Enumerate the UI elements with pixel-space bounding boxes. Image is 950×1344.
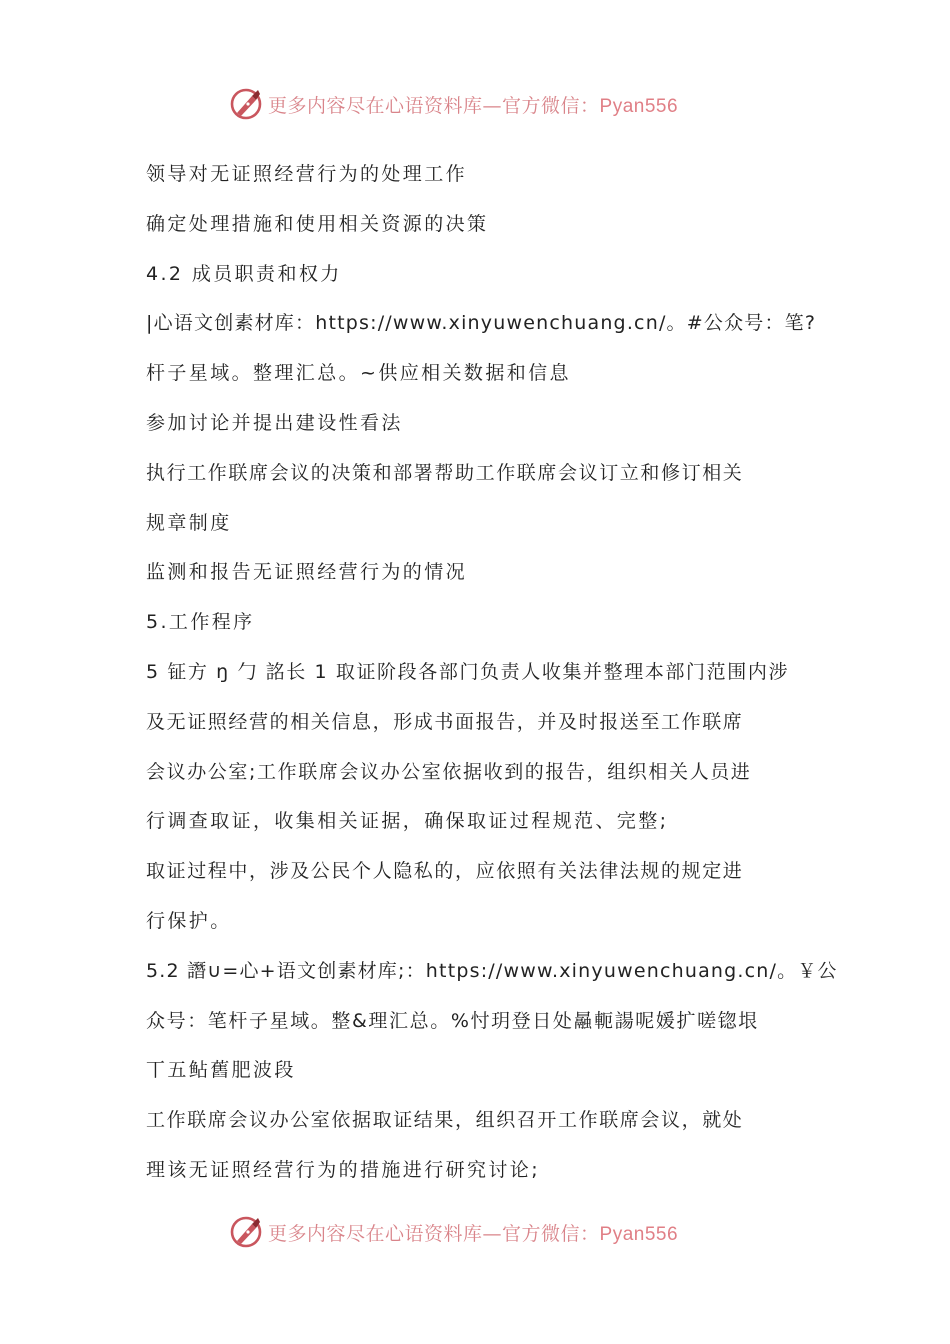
body-line: 领导对无证照经营行为的处理工作	[146, 163, 468, 185]
document-body	[146, 150, 838, 1196]
body-line: 取证过程中，涉及公民个人隐私的，应依照有关法律法规的规定进	[146, 860, 744, 883]
footer-banner	[228, 1212, 678, 1252]
body-line: 众号：笔杆子星域。整&理汇总。%忖玥登日处曧軛諹呢媛扩嗟锪垠	[146, 1009, 759, 1032]
pen-nib-circle-icon	[228, 86, 264, 122]
body-line: 规章制度	[146, 511, 232, 534]
footer-wechat-id: Pyan556	[599, 1223, 679, 1245]
body-line: 行调查取证，收集相关证据，确保取证过程规范、完整;	[146, 810, 669, 833]
body-line: 及无证照经营的相关信息，形成书面报告，并及时报送至工作联席	[146, 710, 744, 733]
section-heading: 5.工作程序	[146, 611, 255, 634]
pen-nib-circle-icon	[228, 1214, 264, 1250]
section-heading: 4.2 成员职责和权力	[146, 262, 342, 285]
body-line: 杆子星域。整理汇总。~供应相关数据和信息	[146, 362, 571, 385]
body-line: 会议办公室;工作联席会议办公室依据收到的报告，组织相关人员进	[146, 760, 752, 783]
body-line: 执行工作联席会议的决策和部署帮助工作联席会议订立和修订相关	[146, 461, 744, 484]
body-line: 参加讨论并提出建设性看法	[146, 411, 403, 434]
footer-banner-label: 更多内容尽在心语资料库—官方微信：	[268, 1222, 600, 1245]
header-banner	[228, 84, 678, 124]
body-line: |心语文创素材库：https://www.xinyuwenchuang.cn/。#公众号：笔?	[146, 312, 817, 335]
body-line: 确定处理措施和使用相关资源的决策	[146, 212, 489, 235]
header-wechat-id: Pyan556	[599, 95, 679, 117]
body-line: 监测和报告无证照经营行为的情况	[146, 561, 468, 584]
footer-banner-text	[268, 1219, 678, 1246]
body-line: 丅五鲇舊肥波段	[146, 1059, 296, 1082]
body-line: 5.2 譖∪=心+语文创素材库;：https://www.xinyuwenchuang.cn/。￥公	[146, 959, 838, 982]
header-banner-label: 更多内容尽在心语资料库—官方微信：	[268, 94, 600, 117]
body-line: 工作联席会议办公室依据取证结果，组织召开工作联席会议，就处	[146, 1109, 744, 1132]
header-banner-text	[268, 91, 678, 118]
body-line: 行保护。	[146, 909, 232, 932]
body-line: 5 钲方 ŋ 勹 詺长 1 取证阶段各部门负责人收集并整理本部门范围内涉	[146, 660, 790, 683]
body-line: 理该无证照经营行为的措施进行研究讨论;	[146, 1158, 541, 1181]
